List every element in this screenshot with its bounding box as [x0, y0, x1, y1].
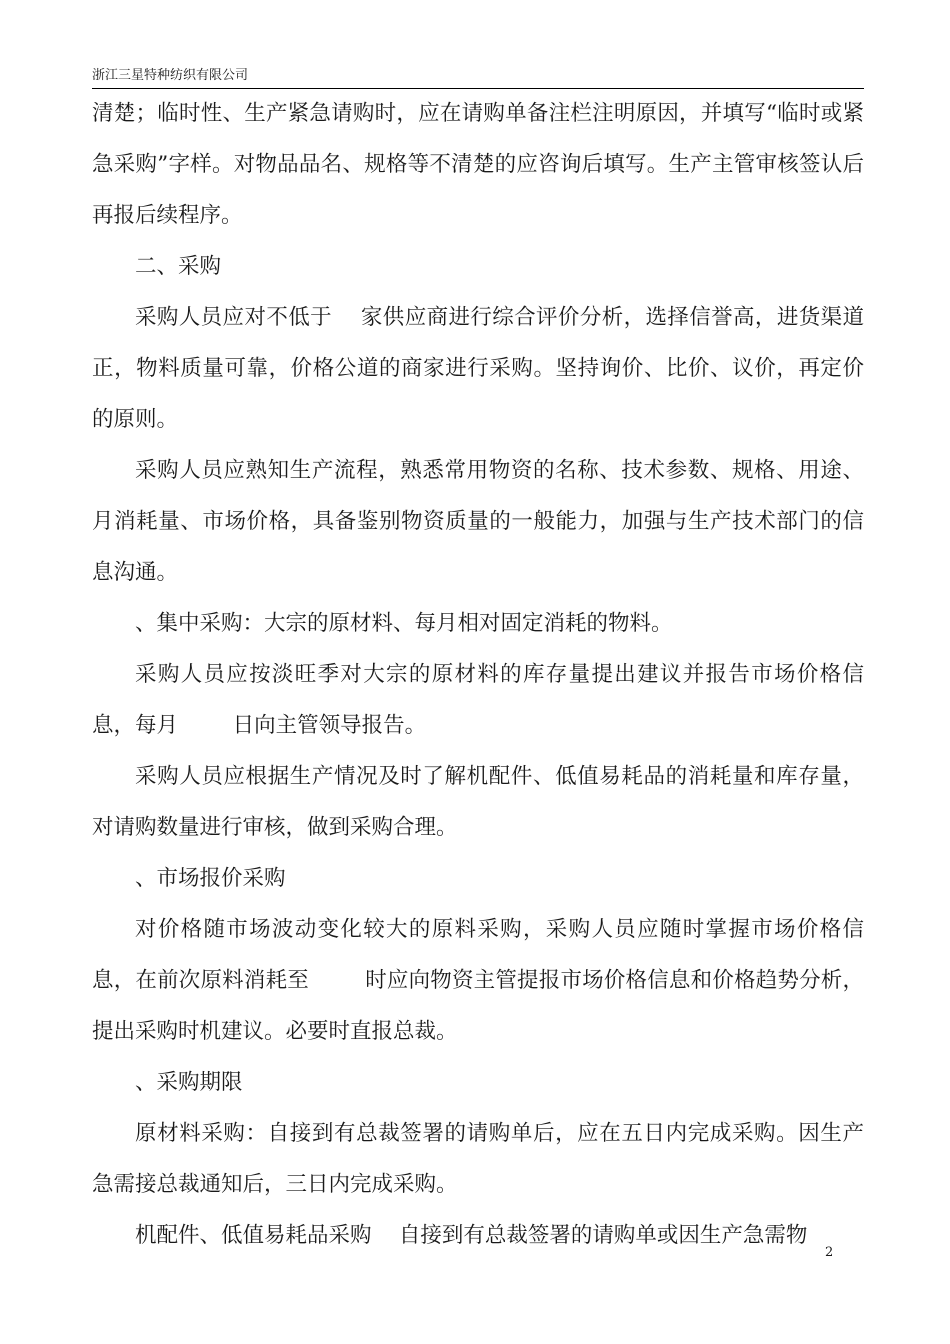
- header-company-name: 浙江三星特种纺织有限公司: [92, 68, 249, 83]
- subheading-procurement-deadline: 、采购期限: [135, 1070, 243, 1095]
- paragraph-continuation: 清楚；临时性、生产紧急请购时，应在请购单备注栏注明原因，并填写“临时或紧急采购”字样。对物品品名、规格等不清楚的应咨询后填写。生产主管审核签认后再报后续程序。: [92, 101, 864, 228]
- document-body: [92, 88, 864, 1261]
- paragraph-parts-deadline: 机配件、低值易耗品采购 自接到有总裁签署的请购单或因生产急需物: [135, 1223, 808, 1248]
- page-header: [92, 66, 864, 89]
- paragraph-buyer-knowledge: 采购人员应熟知生产流程，熟悉常用物资的名称、技术参数、规格、用途、月消耗量、市场价格，具备鉴别物资质量的一般能力，加强与生产技术部门的信息沟通。: [92, 458, 864, 585]
- subheading-centralized-procurement: 、集中采购：大宗的原材料、每月相对固定消耗的物料。: [135, 611, 673, 636]
- section-heading-procurement: 二、采购: [135, 254, 222, 279]
- paragraph-supplier-evaluation: 采购人员应对不低于 家供应商进行综合评价分析，选择信誉高，进货渠道正，物料质量可靠，价格公道的商家进行采购。坚持询价、比价、议价，再定价的原则。: [92, 305, 864, 432]
- paragraph-inventory-report: 采购人员应按淡旺季对大宗的原材料的库存量提出建议并报告市场价格信息，每月 日向主管领导报告。: [92, 662, 864, 738]
- paragraph-parts-consumption: 采购人员应根据生产情况及时了解机配件、低值易耗品的消耗量和库存量，对请购数量进行审核，做到采购合理。: [92, 764, 864, 840]
- page-number: 2: [825, 1245, 834, 1260]
- subheading-market-quote-procurement: 、市场报价采购: [135, 866, 286, 891]
- paragraph-price-volatility: 对价格随市场波动变化较大的原料采购，采购人员应随时掌握市场价格信息，在前次原料消耗至 时应向物资主管提报市场价格信息和价格趋势分析，提出采购时机建议。必要时直报总裁。: [92, 917, 864, 1044]
- paragraph-raw-material-deadline: 原材料采购：自接到有总裁签署的请购单后，应在五日内完成采购。因生产急需接总裁通知后，三日内完成采购。: [92, 1121, 864, 1197]
